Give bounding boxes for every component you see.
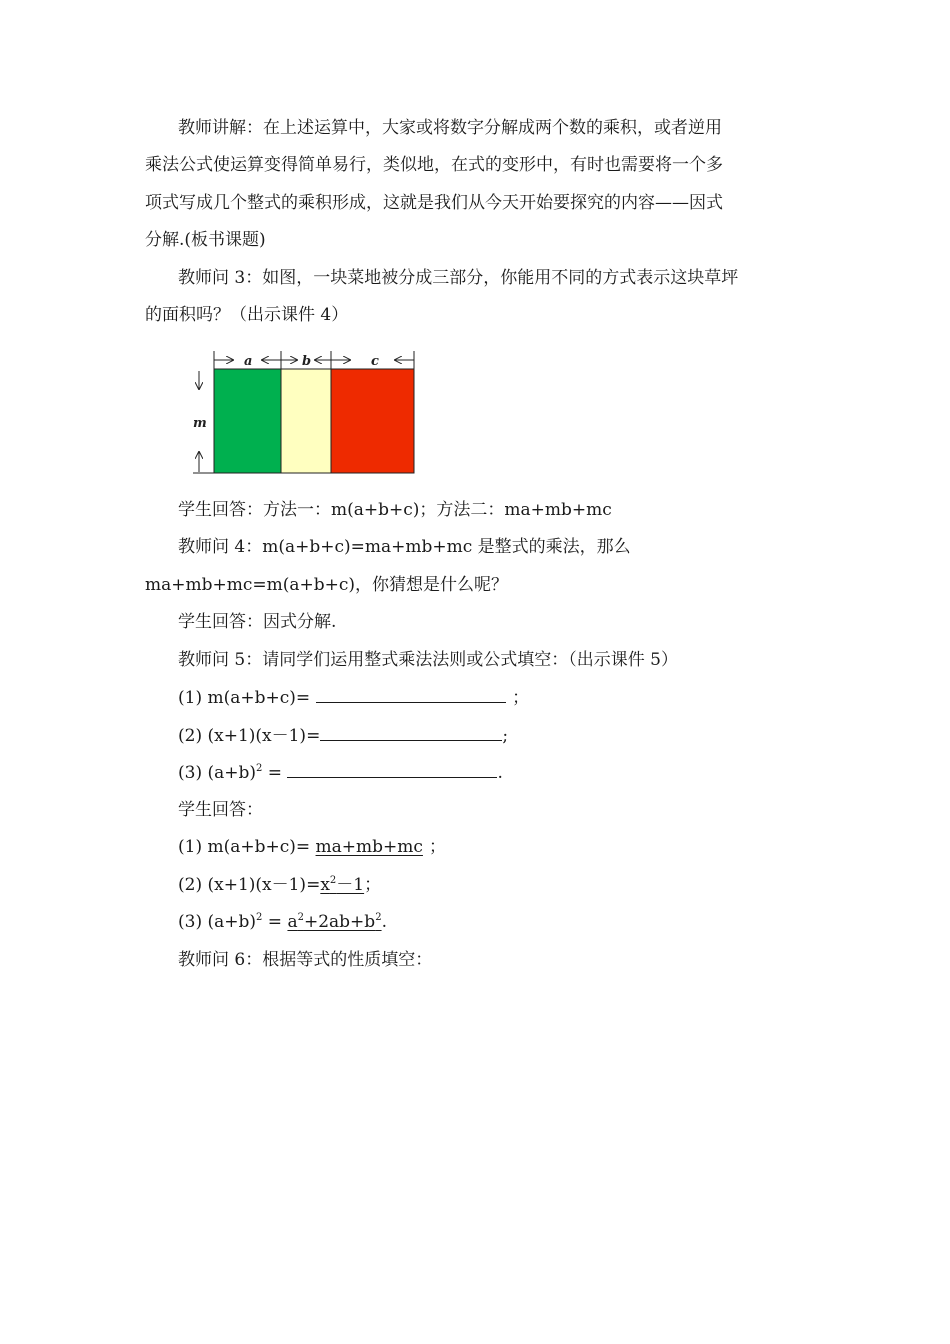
answer-3-a-sup: 2 <box>297 912 304 923</box>
answer-3-value <box>287 912 381 932</box>
p3-line: 学生回答：方法一：m(a+b+c)；方法二：ma+mb+mc <box>178 500 612 520</box>
answer-3 <box>178 912 387 932</box>
answer-2-sup: 2 <box>329 875 337 886</box>
answer-3-a: a <box>287 912 298 932</box>
question-2-end: ; <box>502 726 509 746</box>
answer-2-value <box>320 875 364 895</box>
question-3 <box>178 762 503 783</box>
label-m: m <box>193 416 207 431</box>
region-b <box>281 369 331 473</box>
p5-line: 学生回答：因式分解. <box>178 612 337 632</box>
p1-line-4: 分解.(板书课题) <box>145 230 266 250</box>
answer-3-end: . <box>381 912 387 932</box>
question-1-blank <box>316 687 506 703</box>
question-1-end: ； <box>512 688 530 708</box>
question-2 <box>178 725 508 746</box>
garden-area-svg <box>185 345 425 485</box>
answer-2-rest: －1 <box>336 875 365 895</box>
p7-line: 学生回答： <box>178 800 263 820</box>
answer-3-b-sup: 2 <box>375 912 382 923</box>
answer-3-eq: = <box>262 912 288 932</box>
p4-line-2: ma+mb+mc=m(a+b+c)，你猜想是什么呢？ <box>145 575 509 595</box>
p2-line-1: 教师问 3：如图，一块菜地被分成三部分，你能用不同的方式表示这块草坪 <box>178 268 739 288</box>
p4-line-1: 教师问 4：m(a+b+c)=ma+mb+mc 是整式的乘法，那么 <box>178 537 631 557</box>
answer-1 <box>178 837 446 857</box>
answer-3-text: (3) (a+b) <box>178 912 257 932</box>
region-a <box>214 369 281 473</box>
p2-line-2: 的面积吗？（出示课件 4） <box>145 305 349 325</box>
question-1-text: (1) m(a+b+c)= <box>178 688 311 708</box>
answer-2-text: (2) (x+1)(x－1)= <box>178 875 321 895</box>
garden-area-figure <box>185 345 425 485</box>
p1-line-1: 教师讲解：在上述运算中，大家或将数字分解成两个数的乘积，或者逆用 <box>178 118 722 138</box>
question-3-eq: = <box>262 763 288 783</box>
answer-3-mid: +2ab+b <box>303 912 376 932</box>
answer-1-end: ； <box>428 837 446 857</box>
question-2-blank <box>320 725 502 741</box>
answer-3-sup: 2 <box>256 912 263 923</box>
label-a: a <box>244 354 253 369</box>
answer-1-text: (1) m(a+b+c)= <box>178 837 316 857</box>
question-1 <box>178 687 529 708</box>
answer-1-value: ma+mb+mc <box>315 837 423 857</box>
p6-line: 教师问 5：请同学们运用整式乘法法则或公式填空：（出示课件 5） <box>178 650 678 670</box>
label-c: c <box>371 354 379 369</box>
region-c <box>331 369 414 473</box>
question-3-sup: 2 <box>256 763 263 774</box>
question-3-text: (3) (a+b) <box>178 763 257 783</box>
question-2-text: (2) (x+1)(x－1)= <box>178 726 321 746</box>
answer-2-end: ； <box>364 875 382 895</box>
p1-line-2: 乘法公式使运算变得简单易行，类似地，在式的变形中，有时也需要将一个多 <box>145 155 723 175</box>
label-b: b <box>302 354 312 369</box>
p1-line-3: 项式写成几个整式的乘积形成，这就是我们从今天开始要探究的内容——因式 <box>145 193 723 213</box>
answer-2-base: x <box>320 875 330 895</box>
question-3-end: . <box>497 763 503 783</box>
answer-2 <box>178 875 381 895</box>
question-3-blank <box>287 762 497 778</box>
p8-line: 教师问 6：根据等式的性质填空： <box>178 950 433 970</box>
